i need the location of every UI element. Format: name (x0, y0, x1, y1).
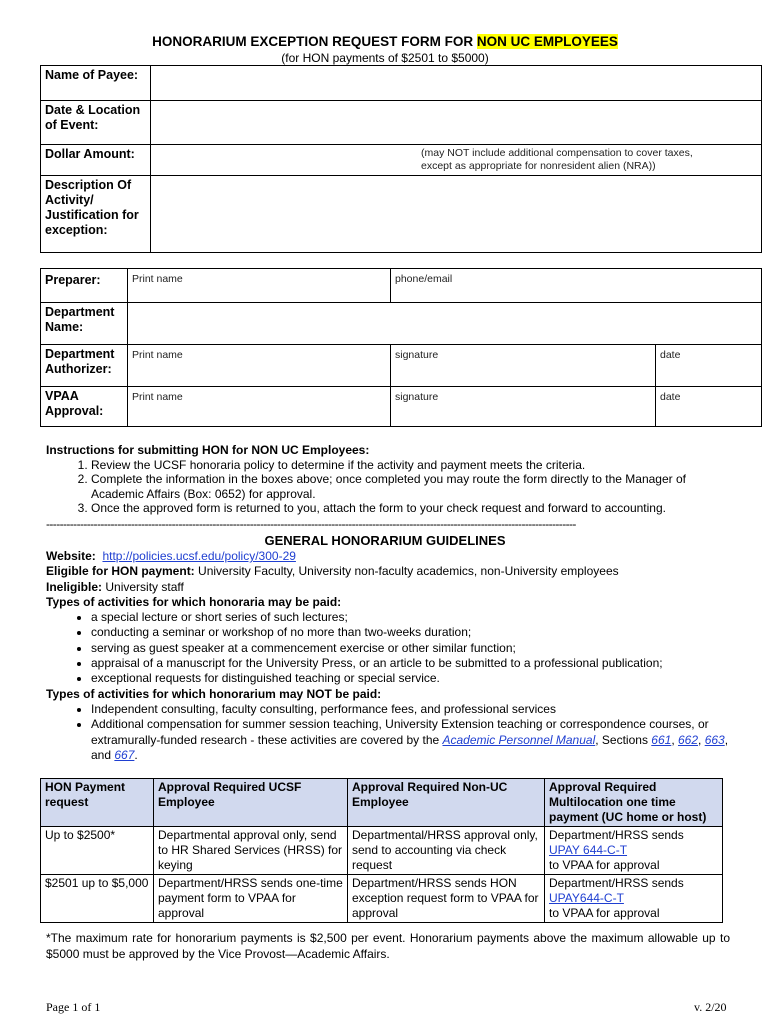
payee-table (40, 65, 762, 253)
preparer-phone-field[interactable] (391, 269, 762, 303)
list-item: • Independent consulting, faculty consulting, performance fees, and professional services (91, 702, 736, 717)
instruction-step: 2. Complete the information in the boxes above; once completed you may route the form directly to the Manager of Academic Affairs (Box: 0652) for approval. (91, 472, 736, 501)
dept-auth-name-field[interactable] (128, 345, 391, 387)
cell-text: Department/HRSS sends (549, 828, 684, 842)
may-be-paid-heading: Types of activities for which honoraria may be paid: (46, 594, 342, 609)
payee-name-field[interactable] (151, 66, 762, 101)
sections-text: , Sections (595, 732, 652, 747)
section-667-link[interactable]: 667 (114, 747, 135, 762)
instructions (46, 443, 736, 516)
payee-name-label: Name of Payee: (41, 66, 151, 101)
amount-label: Dollar Amount: (41, 145, 151, 176)
description-label: Description Of Activity/ Justification for exception: (41, 176, 151, 253)
list-item (91, 717, 736, 763)
table-cell (545, 827, 723, 875)
table-header: Approval Required Non-UC Employee (348, 779, 545, 827)
instructions-heading: Instructions for submitting HON for NON UC Employees: (46, 443, 370, 457)
ineligible-text: University staff (102, 579, 184, 594)
dept-auth-date-field[interactable] (656, 345, 762, 387)
form-subtitle: (for HON payments of $2501 to $5000) (281, 51, 489, 65)
vpaa-name-field[interactable] (128, 387, 391, 427)
vpaa-print-name: Print name (132, 391, 183, 403)
instruction-step: 3. Once the approved form is returned to you, attach the form to your check request and forward to accounting. (91, 501, 736, 516)
guidelines (46, 549, 736, 763)
event-field[interactable] (151, 101, 762, 145)
version-label: v. 2/20 (694, 1000, 727, 1014)
comma: , (671, 732, 678, 747)
cell-text: to VPAA for approval (549, 906, 660, 920)
table-row (41, 827, 723, 875)
payment-table (40, 778, 723, 923)
dept-auth-signature: signature (395, 349, 439, 361)
section-662-link[interactable]: 662 (677, 732, 699, 747)
table-cell (545, 875, 723, 923)
footnote: *The maximum rate for honorarium payments is $2,500 per event. Honorarium payments above the maximum allowable up to $5000 must be approved by the Vice Provost—Academic Affairs. (46, 931, 730, 961)
vpaa-date: date (660, 391, 681, 403)
dept-auth-signature-field[interactable] (391, 345, 656, 387)
eligible-text: University Faculty, University non-faculty academics, non-University employees (194, 564, 619, 579)
vpaa-signature: signature (395, 391, 439, 403)
preparer-name-field[interactable] (128, 269, 391, 303)
amount-field[interactable] (151, 145, 762, 176)
list-item: • serving as guest speaker at a commencement exercise or other similar function; (91, 641, 736, 656)
table-cell: Up to $2500* (41, 827, 154, 875)
guidelines-title: GENERAL HONORARIUM GUIDELINES (264, 533, 506, 548)
table-cell: Department/HRSS sends one-time payment form to VPAA for approval (154, 875, 348, 923)
upay-link[interactable]: UPAY 644-C-T (549, 843, 628, 857)
may-be-paid-list (46, 610, 736, 686)
table-cell: Department/HRSS sends HON exception request form to VPAA for approval (348, 875, 545, 923)
cell-text: Department/HRSS sends (549, 876, 684, 890)
title-highlight: NON UC EMPLOYEES (476, 34, 618, 49)
amount-note: (may NOT include additional compensation to cover taxes, except as appropriate for nonresident alien (NRA)) (421, 147, 693, 172)
table-header: Approval Required UCSF Employee (154, 779, 348, 827)
not-paid-text: Additional compensation for summer session teaching, University Extension teaching or correspondence courses, or extramurally-funded research - these activities are covered by the (91, 717, 709, 747)
not-paid-list (46, 702, 736, 763)
preparer-phone-label: phone/email (395, 273, 453, 285)
section-661-link[interactable]: 661 (651, 732, 672, 747)
event-label: Date & Location of Event: (41, 101, 151, 145)
title-prefix: HONORARIUM EXCEPTION REQUEST FORM FOR (152, 34, 477, 49)
website-label: Website: (46, 549, 96, 563)
dept-auth-date: date (660, 349, 681, 361)
and-text: , and (91, 732, 729, 762)
table-row (41, 875, 723, 923)
vpaa-date-field[interactable] (656, 387, 762, 427)
dept-name-field[interactable] (128, 303, 762, 345)
table-header: Approval Required Multilocation one time payment (UC home or host) (545, 779, 723, 827)
cell-text: to VPAA for approval (549, 858, 660, 872)
approval-table (40, 268, 762, 427)
table-header: HON Payment request (41, 779, 154, 827)
list-item: • conducting a seminar or workshop of no more than two-weeks duration; (91, 625, 736, 640)
section-663-link[interactable]: 663 (704, 732, 725, 747)
table-cell: Departmental/HRSS approval only, send to accounting via check request (348, 827, 545, 875)
not-paid-heading: Types of activities for which honorarium may NOT be paid: (46, 686, 382, 701)
dept-name-label: Department Name: (41, 303, 128, 345)
list-item: • appraisal of a manuscript for the University Press, or an article to be submitted to a professional publication; (91, 656, 736, 671)
apm-link[interactable]: Academic Personnel Manual (442, 732, 596, 747)
eligible-label: Eligible for HON payment: (46, 564, 195, 579)
upay-link[interactable]: UPAY644-C-T (549, 891, 624, 905)
preparer-label: Preparer: (41, 269, 128, 303)
policy-link[interactable]: http://policies.ucsf.edu/policy/300-29 (102, 549, 296, 563)
instructions-list (46, 458, 736, 516)
list-item: • exceptional requests for distinguished teaching or special service. (91, 671, 736, 686)
form-title (0, 34, 770, 49)
list-item: • a special lecture or short series of such lectures; (91, 610, 736, 625)
dashed-divider: ------------------------------------------------------------------------------------------------------------------------------------------------------------ (46, 517, 576, 531)
table-cell: $2501 up to $5,000 (41, 875, 154, 923)
instruction-step: 1. Review the UCSF honoraria policy to determine if the activity and payment meets the criteria. (91, 458, 736, 473)
comma: , (698, 732, 705, 747)
dept-auth-print-name: Print name (132, 349, 183, 361)
vpaa-label: VPAA Approval: (41, 387, 128, 427)
description-field[interactable] (151, 176, 762, 253)
dept-auth-label: Department Authorizer: (41, 345, 128, 387)
period: . (134, 747, 138, 762)
table-cell: Departmental approval only, send to HR Shared Services (HRSS) for keying (154, 827, 348, 875)
preparer-print-name: Print name (132, 273, 183, 285)
page-number: Page 1 of 1 (46, 1000, 101, 1014)
vpaa-signature-field[interactable] (391, 387, 656, 427)
ineligible-label: Ineligible: (46, 579, 103, 594)
